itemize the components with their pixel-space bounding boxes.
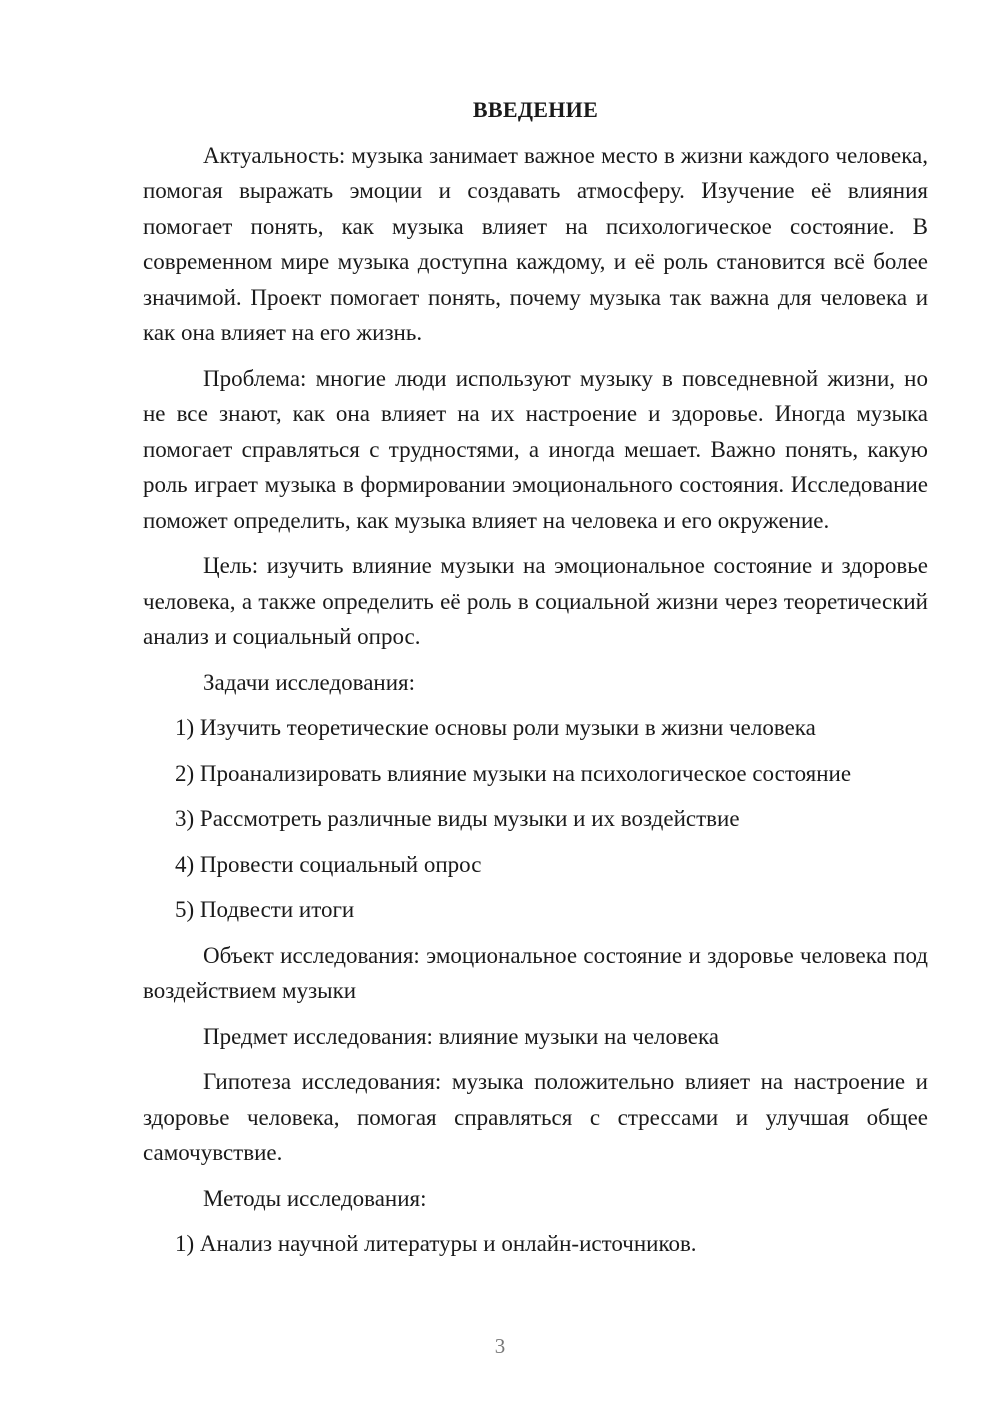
problem-paragraph: Проблема: многие люди используют музыку в повседневной жизни, но не все знают, как она влияет на их настроение и здоровье. Иногда музыка помогает справляться с трудностями, а иногда мешает. Важно понять, какую роль играет музыка в формировании эмоционального состояния. Исследование поможет определить, как музыка влияет на человека и его окружение. [143, 365, 928, 533]
tasks-list [143, 710, 928, 928]
list-item: 2) Проанализировать влияние музыки на психологическое состояние [175, 760, 852, 786]
list-item: 1) Анализ научной литературы и онлайн-источников. [175, 1231, 697, 1256]
list-item: 5) Подвести итоги [175, 897, 355, 922]
object-paragraph: Объект исследования: эмоциональное состояние и здоровье человека под воздействием музыки [143, 942, 928, 1003]
document-page [143, 92, 928, 1272]
list-item: 3) Рассмотреть различные виды музыки и их воздействие [175, 806, 740, 831]
hypothesis-paragraph: Гипотеза исследования: музыка положительно влияет на настроение и здоровье человека, помогая справляться с стрессами и улучшая общее самочувствие. [143, 1069, 928, 1165]
tasks-heading: Задачи исследования: [203, 669, 416, 695]
list-item: 4) Провести социальный опрос [175, 851, 482, 877]
list-item: 1) Изучить теоретические основы роли музыки в жизни человека [175, 715, 816, 740]
page-number: 3 [494, 1334, 506, 1358]
methods-list [143, 1226, 928, 1262]
goal-paragraph: Цель: изучить влияние музыки на эмоциональное состояние и здоровье человека, а также определить её роль в социальной жизни через теоретический анализ и социальный опрос. [143, 553, 928, 649]
subject-paragraph: Предмет исследования: влияние музыки на человека [203, 1023, 720, 1049]
page-title: ВВЕДЕНИЕ [472, 97, 599, 122]
methods-heading: Методы исследования: [203, 1185, 427, 1211]
relevance-paragraph: Актуальность: музыка занимает важное место в жизни каждого человека, помогая выражать эмоции и создавать атмосферу. Изучение её влияния помогает понять, как музыка влияет на психологическое состояние. В современном мире музыка доступна каждому, и её роль становится всё более значимой. Проект помогает понять, почему музыка так важна для человека и как она влияет на его жизнь. [143, 142, 928, 345]
